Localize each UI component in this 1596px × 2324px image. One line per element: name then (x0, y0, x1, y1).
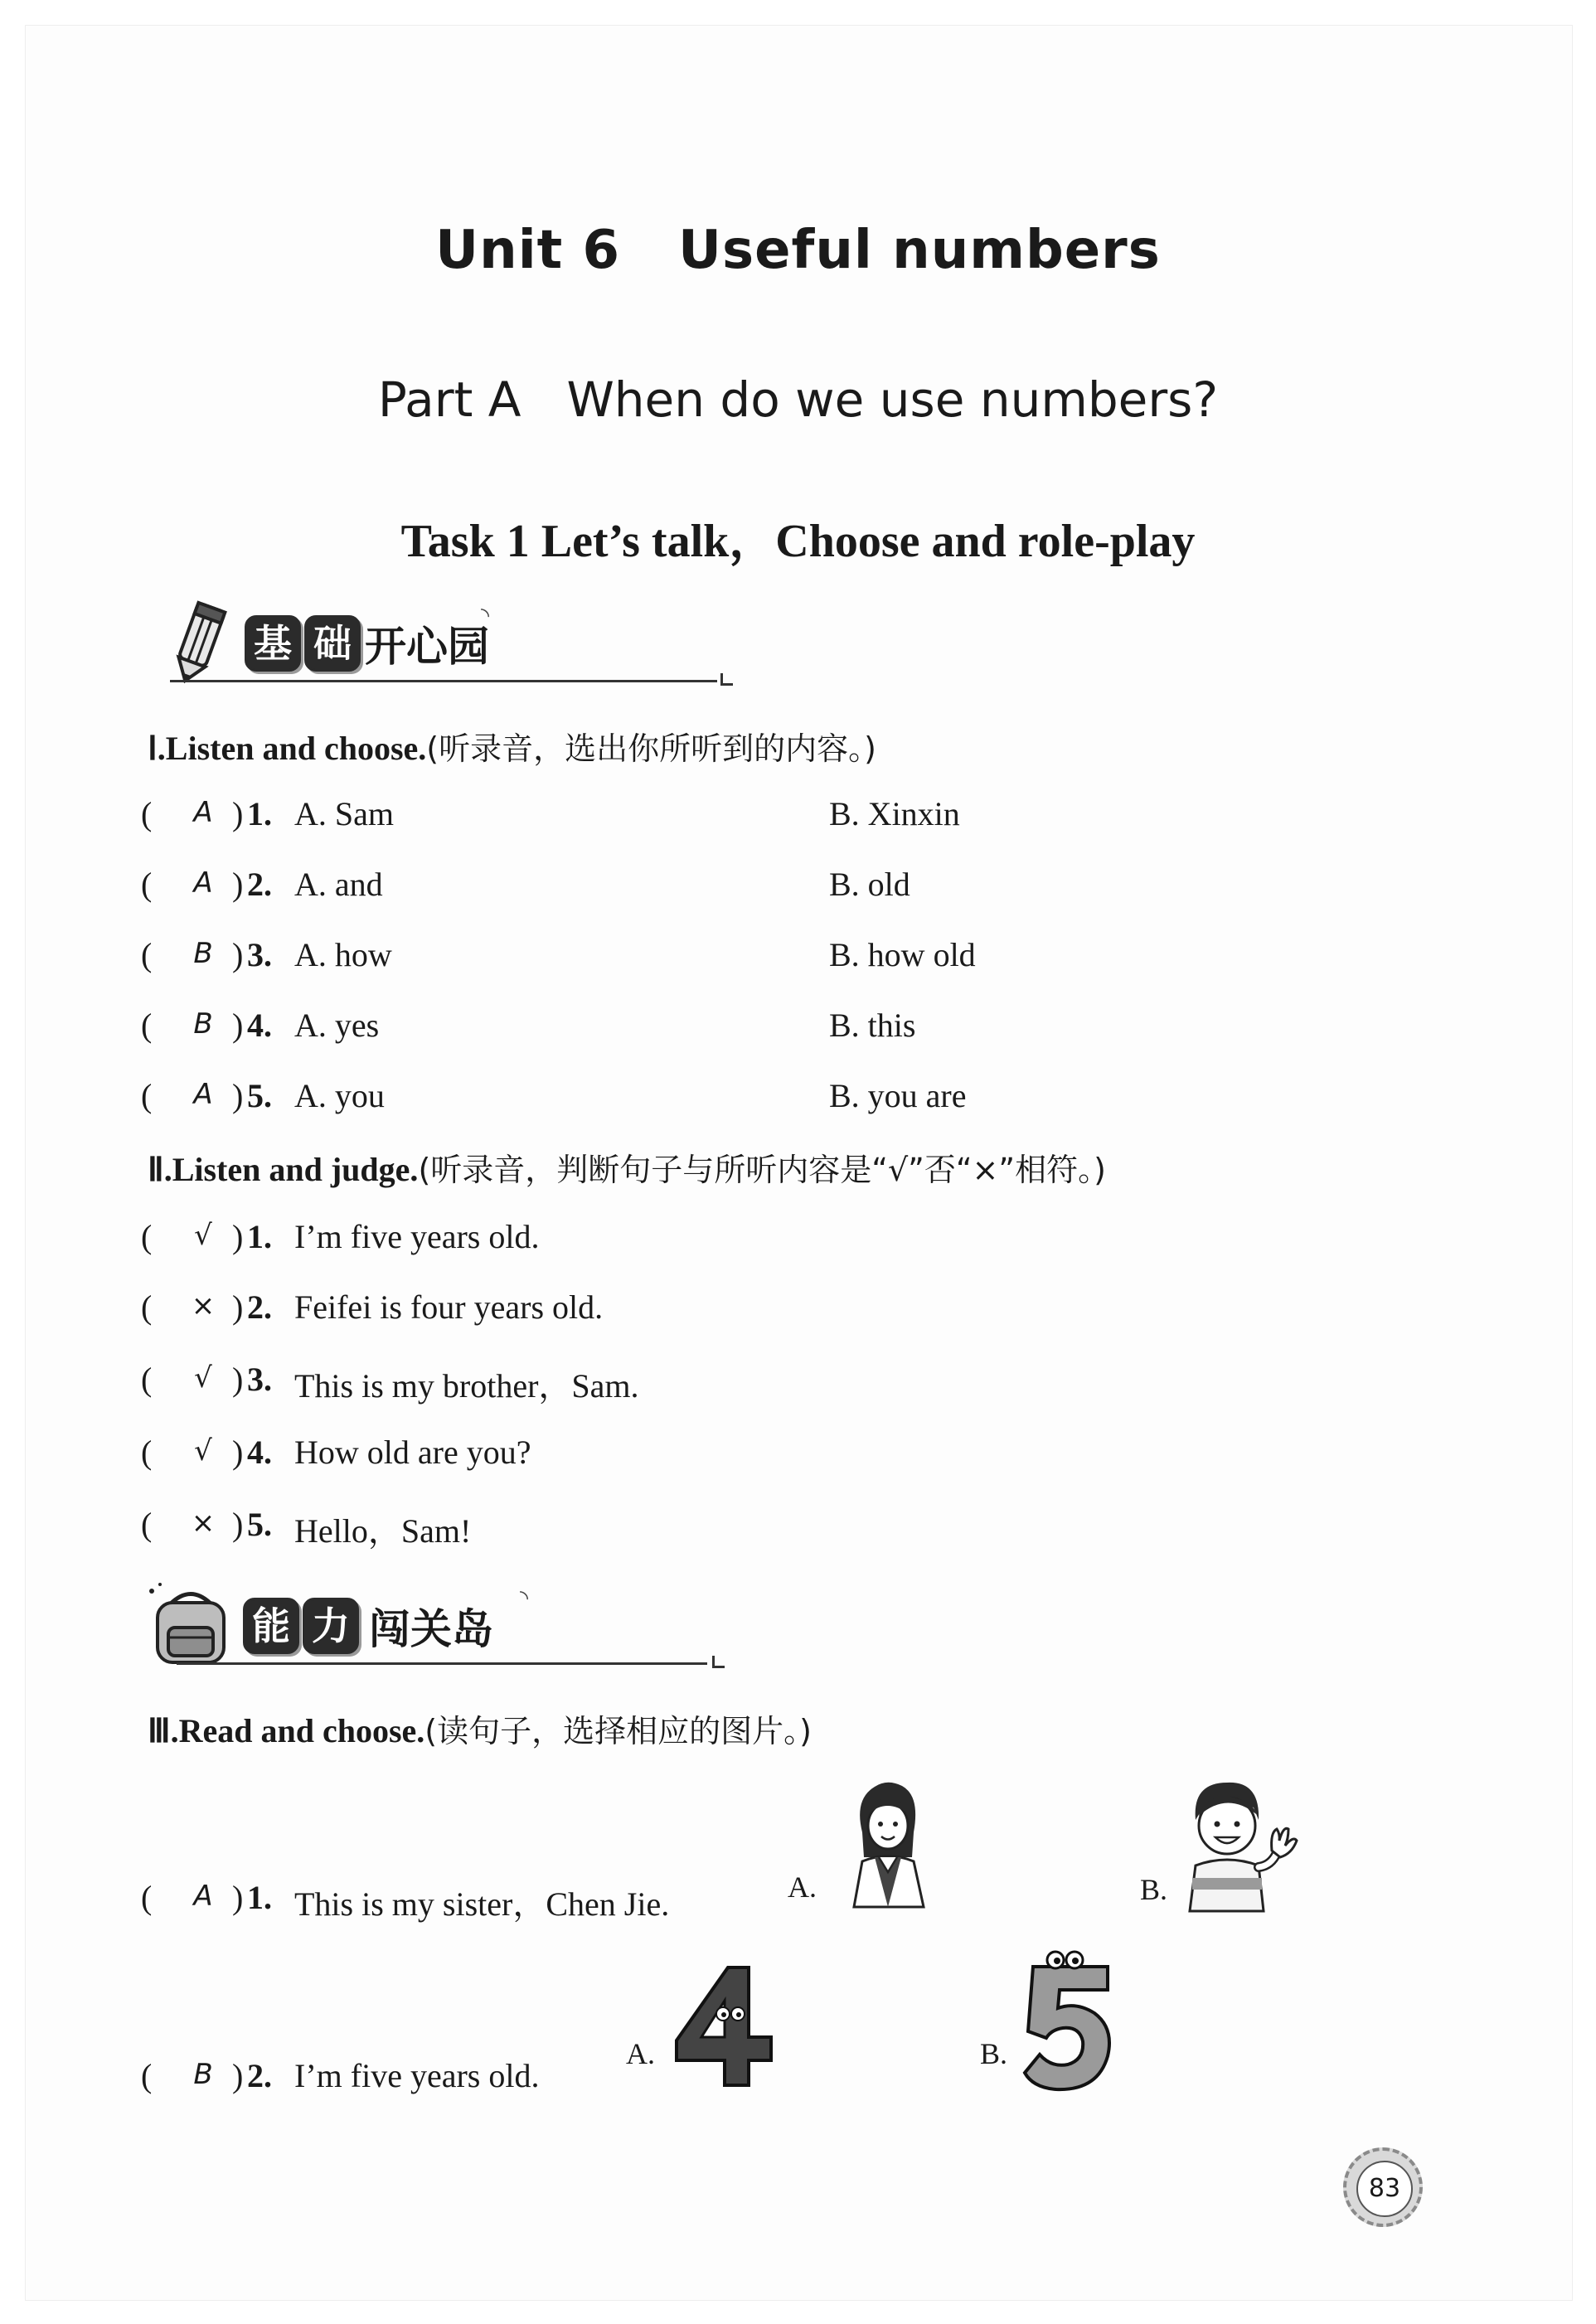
option-b-label: B. (980, 2037, 1008, 2070)
answer-field[interactable]: A (193, 796, 213, 829)
banner-rule-end (712, 1656, 725, 1668)
answer-field[interactable]: A (193, 866, 213, 900)
list-item: ( A ) 1. A. Sam B. Xinxin (141, 795, 960, 832)
number-five-picture[interactable] (1018, 1948, 1118, 2098)
part-title: Part A When do we use numbers? (377, 371, 1219, 428)
answer-field[interactable]: √ (194, 1219, 212, 1252)
girl-picture[interactable] (837, 1774, 937, 1911)
banner-rule-end (720, 673, 733, 686)
section-1-heading: Ⅰ.Listen and choose.(听录音，选出你所听到的内容。) (148, 730, 876, 767)
banner-basic-subtitle: 开心园 (365, 623, 489, 671)
banner-rule (177, 1662, 707, 1665)
answer-field[interactable]: × (191, 1506, 216, 1540)
list-item: ( × ) 5. Hello，Sam! (141, 1506, 472, 1550)
list-item: ( √ ) 1. I’m five years old. (141, 1218, 540, 1255)
list-item: ( √ ) 4. How old are you? (141, 1434, 531, 1471)
answer-field[interactable]: × (191, 1289, 216, 1322)
task-title: Task 1 Let’s talk，Choose and role-play (400, 516, 1196, 567)
section-2-heading: Ⅱ.Listen and judge.(听录音，判断句子与所听内容是“√”否“×”相符。) (148, 1151, 1106, 1188)
list-item: ( A ) 5. A. you B. you are (141, 1077, 967, 1114)
page-number: 83 (1356, 2161, 1413, 2217)
unit-title: Unit 6 Useful numbers (435, 220, 1161, 281)
banner-ability (145, 1579, 742, 1679)
banner-ability-subtitle: 闯关岛 (369, 1605, 493, 1653)
list-item: ( B ) 3. A. how B. how old (141, 936, 976, 973)
answer-field[interactable]: B (193, 937, 213, 970)
list-item: ( √ ) 3. This is my brother，Sam. (141, 1361, 639, 1405)
list-item: ( B ) 4. A. yes B. this (141, 1007, 916, 1044)
list-item: ( A ) 1. This is my sister，Chen Jie. (141, 1879, 670, 1923)
badge-ability: 能 力 (243, 1598, 359, 1652)
page-number-badge (1343, 2147, 1423, 2227)
backpack-icon (145, 1579, 236, 1671)
list-item: ( B ) 2. I’m five years old. (141, 2057, 540, 2094)
answer-field[interactable]: B (193, 2058, 213, 2091)
pencil-icon (153, 597, 245, 688)
sound-wave-icon: ◝ (481, 604, 490, 628)
answer-field[interactable]: B (193, 1007, 213, 1041)
banner-basic (153, 597, 750, 696)
answer-field[interactable]: √ (194, 1361, 212, 1395)
answer-field[interactable]: A (193, 1078, 213, 1111)
sound-wave-icon: ◝ (520, 1586, 529, 1611)
option-b-label: B. (1140, 1873, 1168, 1906)
number-four-picture[interactable] (670, 1961, 778, 2094)
answer-field[interactable]: √ (194, 1434, 212, 1468)
section-3-heading: Ⅲ.Read and choose.(读句子，选择相应的图片。) (148, 1712, 812, 1749)
badge-basic: 基 础 (245, 615, 361, 670)
option-a-label: A. (626, 2037, 655, 2070)
list-item: ( × ) 2. Feifei is four years old. (141, 1288, 604, 1326)
answer-field[interactable]: A (193, 1880, 213, 1913)
list-item: ( A ) 2. A. and B. old (141, 866, 910, 903)
boy-picture[interactable] (1177, 1774, 1302, 1915)
option-a-label: A. (788, 1870, 817, 1904)
banner-rule (170, 680, 717, 682)
